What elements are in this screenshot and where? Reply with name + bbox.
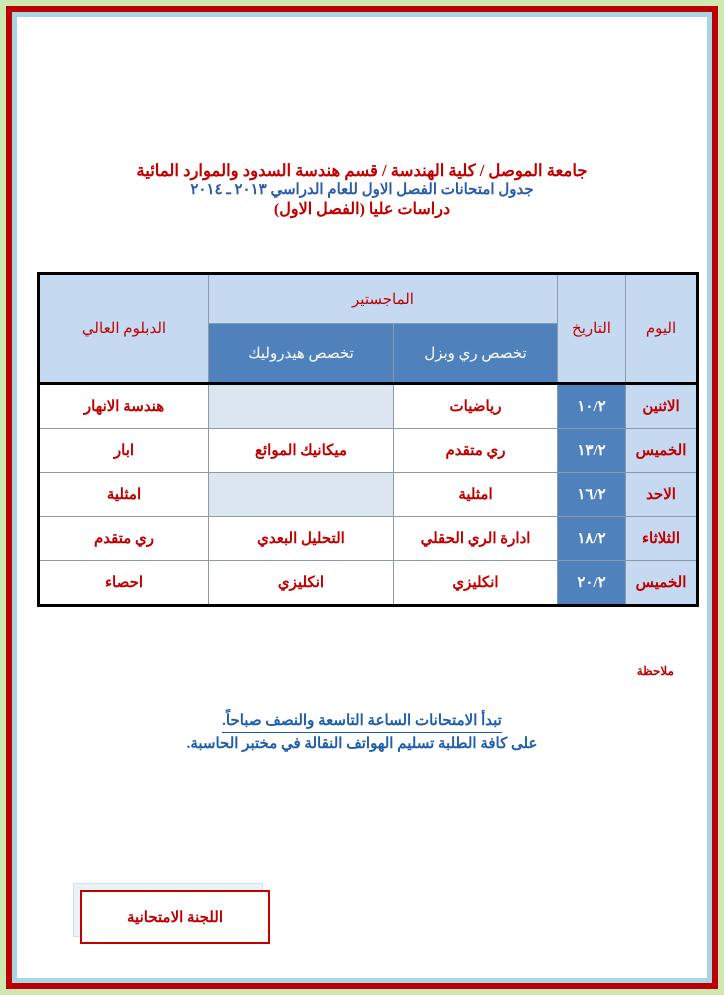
frame-red-band bbox=[6, 6, 718, 989]
cell-higher-diploma: ابار bbox=[39, 429, 209, 473]
cell-day: الثلاثاء bbox=[626, 517, 698, 561]
cell-day: الاحد bbox=[626, 473, 698, 517]
title-line-graduate-studies: دراسات عليا (الفصل الاول) bbox=[273, 201, 451, 219]
table-row bbox=[39, 429, 698, 473]
cell-date: ١٠/٢ bbox=[558, 384, 626, 429]
table-row bbox=[39, 517, 698, 561]
title-line-exam-schedule: جدول امتحانات الفصل الاول للعام الدراسي ٢٠١٣ ـ ٢٠١٤ bbox=[190, 182, 534, 199]
cell-masters-hydraulics bbox=[209, 384, 394, 429]
table-row bbox=[39, 384, 698, 429]
cell-day: الاثنين bbox=[626, 384, 698, 429]
committee-label: اللجنة الامتحانية bbox=[127, 909, 223, 926]
frame-blue-band bbox=[12, 12, 712, 983]
note-body bbox=[17, 711, 707, 755]
cell-date: ٢٠/٢ bbox=[558, 561, 626, 606]
cell-masters-irrigation: ري متقدم bbox=[394, 429, 558, 473]
exam-schedule-table bbox=[37, 272, 699, 607]
note-label: ملاحظة bbox=[636, 664, 674, 678]
note-line-mobile-phones: على كافة الطلبة تسليم الهواتف النقالة في مختبر الحاسبة. bbox=[186, 736, 538, 753]
cell-masters-irrigation: رياضيات bbox=[394, 384, 558, 429]
header-cell-masters-group: الماجستير bbox=[209, 274, 558, 324]
table-header-row-top bbox=[39, 274, 698, 324]
cell-date: ١٨/٢ bbox=[558, 517, 626, 561]
note-line-start-time: تبدأ الامتحانات الساعة التاسعة والنصف صباحاً. bbox=[222, 711, 502, 733]
cell-date: ١٦/٢ bbox=[558, 473, 626, 517]
committee-stamp-box bbox=[80, 890, 270, 944]
cell-day: الخميس bbox=[626, 429, 698, 473]
cell-date: ١٣/٢ bbox=[558, 429, 626, 473]
schedule-table-container bbox=[40, 272, 699, 607]
header-cell-higher-diploma: الدبلوم العالي bbox=[39, 274, 209, 384]
header-cell-masters-irrigation: تخصص ري وبزل bbox=[394, 324, 558, 384]
cell-masters-irrigation: امثلية bbox=[394, 473, 558, 517]
cell-masters-hydraulics bbox=[209, 473, 394, 517]
cell-day: الخميس bbox=[626, 561, 698, 606]
table-row bbox=[39, 473, 698, 517]
cell-higher-diploma: ري متقدم bbox=[39, 517, 209, 561]
page-content-area bbox=[17, 17, 707, 978]
table-row bbox=[39, 561, 698, 606]
document-title-block bbox=[17, 160, 707, 221]
header-cell-masters-hydraulics: تخصص هيدروليك bbox=[209, 324, 394, 384]
cell-masters-irrigation: انكليزي bbox=[394, 561, 558, 606]
cell-masters-hydraulics: التحليل البعدي bbox=[209, 517, 394, 561]
cell-higher-diploma: احصاء bbox=[39, 561, 209, 606]
title-line-university: جامعة الموصل / كلية الهندسة / قسم هندسة السدود والموارد المائية bbox=[136, 161, 588, 180]
cell-masters-irrigation: ادارة الري الحقلي bbox=[394, 517, 558, 561]
cell-masters-hydraulics: ميكانيك الموائع bbox=[209, 429, 394, 473]
cell-masters-hydraulics: انكليزي bbox=[209, 561, 394, 606]
header-cell-day: اليوم bbox=[626, 274, 698, 384]
cell-higher-diploma: امثلية bbox=[39, 473, 209, 517]
cell-higher-diploma: هندسة الانهار bbox=[39, 384, 209, 429]
header-cell-date: التاريخ bbox=[558, 274, 626, 384]
committee-stamp bbox=[80, 890, 270, 944]
